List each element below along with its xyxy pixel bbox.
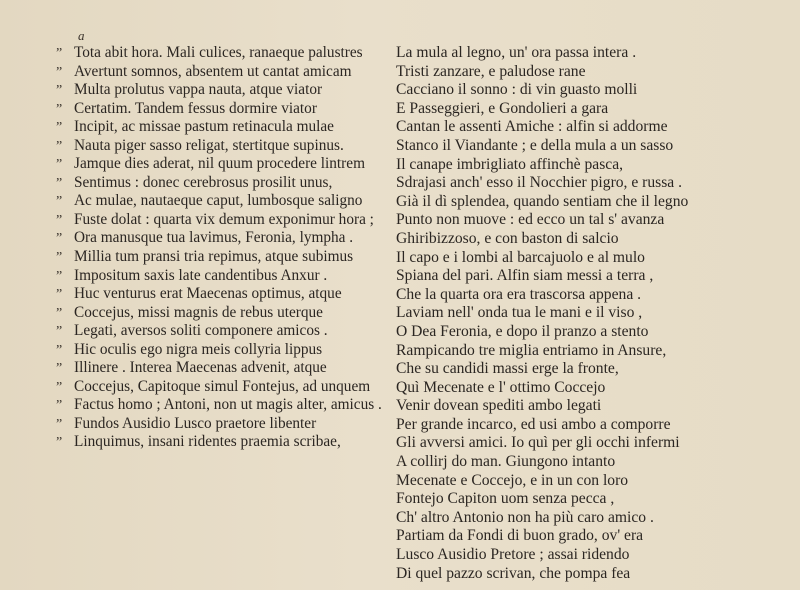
latin-verse-text: Jamque dies aderat, nil quum procedere lintrem (74, 155, 365, 173)
quote-mark: ” (56, 435, 63, 451)
latin-verse-text: Multa prolutus vappa nauta, atque viator (74, 81, 323, 99)
latin-verse-text: Impositum saxis late candentibus Anxur . (74, 266, 328, 284)
quote-mark: ” (56, 83, 63, 99)
latin-verse-text: Millia tum pransi tria repimus, atque subimus (74, 248, 354, 266)
quote-mark: ” (56, 361, 63, 377)
latin-verse-line (56, 137, 396, 156)
latin-verse-line (56, 378, 396, 397)
latin-verse-line (56, 211, 396, 230)
latin-verse-line (56, 285, 396, 304)
latin-verse-text: Coccejus, Capitoque simul Fontejus, ad unquem (74, 377, 371, 395)
latin-verse-text: Ora manusque tua lavimus, Feronia, lympha . (74, 229, 354, 247)
quote-mark: ” (56, 231, 63, 247)
latin-verse-line (56, 174, 396, 193)
italian-verse-line: Stanco il Viandante ; e della mula a un sasso (396, 136, 674, 154)
italian-verse-line: A collirj do man. Giungono intanto (396, 453, 616, 471)
latin-verse-text: Tota abit hora. Mali culices, ranaeque palustres (74, 44, 363, 61)
signature-mark: a (78, 28, 85, 43)
italian-verse-line: Cantan le assenti Amiche : alfin si addorme (396, 118, 668, 136)
italian-verse-line: Partiam da Fondi di buon grado, ov' era (396, 527, 644, 545)
latin-verse-text: Coccejus, missi magnis de rebus uterque (74, 303, 323, 321)
italian-verse-line: O Dea Feronia, e dopo il pranzo a stento (396, 322, 649, 340)
latin-verse-text: Incipit, ac missae pastum retinacula mulae (74, 118, 334, 136)
italian-verse-line: Mecenate e Coccejo, e in un con loro (396, 471, 629, 489)
latin-verse-line (56, 322, 396, 341)
italian-verse-line: Spiana del pari. Alfin siam messi a terra , (396, 267, 654, 285)
italian-verse-line: Per grande incarco, ed usi ambo a comporre (396, 415, 671, 433)
quote-mark: ” (56, 305, 63, 321)
quote-mark: ” (56, 342, 63, 358)
latin-verse-text: Sentimus : donec cerebrosus prosilit unus, (74, 173, 333, 191)
latin-verse-line (56, 100, 396, 119)
quote-mark: ” (56, 46, 63, 61)
quote-mark: ” (56, 120, 63, 136)
latin-verse-text: Fundos Ausidio Lusco praetore libenter (74, 414, 317, 432)
latin-verse-line (56, 341, 396, 360)
italian-verse-line: Fontejo Capiton uom senza pecca , (396, 490, 615, 508)
italian-verse-line: Cacciano il sonno : di vin guasto molli (396, 81, 638, 99)
italian-translation-column (396, 44, 776, 583)
italian-verse-line: E Passeggieri, e Gondolieri a gara (396, 99, 609, 117)
latin-verse-text: Ac mulae, nautaeque caput, lumbosque saligno (74, 192, 363, 210)
latin-verse-line (56, 396, 396, 415)
latin-verse-line (56, 248, 396, 267)
latin-verse-text: Fuste dolat : quarta vix demum exponimur hora ; (74, 210, 374, 228)
latin-verse-text: Linquimus, insani ridentes praemia scribae, (74, 433, 341, 451)
italian-verse-line: Venir dovean spediti ambo legati (396, 397, 602, 415)
latin-verse-text: Legati, aversos soliti componere amicos . (74, 322, 328, 340)
italian-verse-line: Di quel pazzo scrivan, che pompa fea (396, 564, 631, 582)
latin-verse-text: Hic oculis ego nigra meis collyria lippus (74, 340, 323, 358)
latin-verse-text: Nauta piger sasso religat, stertitque supinus. (74, 136, 344, 154)
latin-verse-line (56, 118, 396, 137)
quote-mark: ” (56, 398, 63, 414)
latin-verse-line (56, 81, 396, 100)
italian-verse-line: Gli avversi amici. Io quì per gli occhi infermi (396, 434, 680, 452)
latin-verse-line (56, 44, 396, 63)
latin-verse-line (56, 267, 396, 286)
italian-verse-line: Rampicando tre miglia entriamo in Ansure, (396, 341, 667, 359)
italian-verse-line: Sdrajasi anch' esso il Nocchier pigro, e russa . (396, 174, 683, 192)
latin-verse-line (56, 433, 396, 452)
latin-verse-line (56, 63, 396, 82)
quote-mark: ” (56, 212, 63, 228)
italian-verse-line: Già il dì splendea, quando sentiam che il legno (396, 192, 689, 210)
latin-verse-text: Huc venturus erat Maecenas optimus, atque (74, 285, 342, 303)
latin-verse-text: Illinere . Interea Maecenas advenit, atque (74, 359, 327, 377)
latin-verse-line (56, 155, 396, 174)
quote-mark: ” (56, 287, 63, 303)
quote-mark: ” (56, 175, 63, 191)
latin-verse-text: Certatim. Tandem fessus dormire viator (74, 99, 317, 117)
latin-verse-line (56, 229, 396, 248)
latin-verse-line (56, 192, 396, 211)
quote-mark: ” (56, 268, 63, 284)
quote-mark: ” (56, 157, 63, 173)
latin-verse-text: Factus homo ; Antoni, non ut magis alter, amicus . (74, 396, 382, 414)
quote-mark: ” (56, 101, 63, 117)
italian-verse-line: Lusco Ausidio Pretore ; assai ridendo (396, 546, 630, 564)
italian-verse-line: Ch' altro Antonio non ha più caro amico . (396, 508, 654, 526)
italian-verse-line: La mula al legno, un' ora passa intera . (396, 44, 637, 61)
latin-text-column (56, 44, 396, 452)
italian-verse-line: Tristi zanzare, e paludose rane (396, 62, 586, 80)
quote-mark: ” (56, 416, 63, 432)
italian-verse-line: Il canape imbrigliato affinchè pasca, (396, 155, 624, 173)
latin-verse-line (56, 359, 396, 378)
quote-mark: ” (56, 379, 63, 395)
italian-verse-line: Che la quarta ora era trascorsa appena . (396, 285, 642, 303)
latin-verse-line (56, 415, 396, 434)
quote-mark: ” (56, 64, 63, 80)
quote-mark: ” (56, 194, 63, 210)
quote-mark: ” (56, 138, 63, 154)
latin-verse-line (56, 304, 396, 323)
latin-verse-text: Avertunt somnos, absentem ut cantat amicam (74, 62, 352, 80)
italian-verse-line: Che su candidi massi erge la fronte, (396, 360, 619, 378)
italian-verse-line: Ghiribizzoso, e con baston di salcio (396, 229, 619, 247)
italian-verse-line: Il capo e i lombi al barcajuolo e al mulo (396, 248, 645, 266)
quote-mark: ” (56, 250, 63, 266)
italian-verse-line: Laviam nell' onda tua le mani e il viso , (396, 304, 643, 322)
italian-verse-line: Punto non muove : ed ecco un tal s' avanza (396, 211, 665, 229)
italian-verse-line: Quì Mecenate e l' ottimo Coccejo (396, 378, 606, 396)
quote-mark: ” (56, 324, 63, 340)
